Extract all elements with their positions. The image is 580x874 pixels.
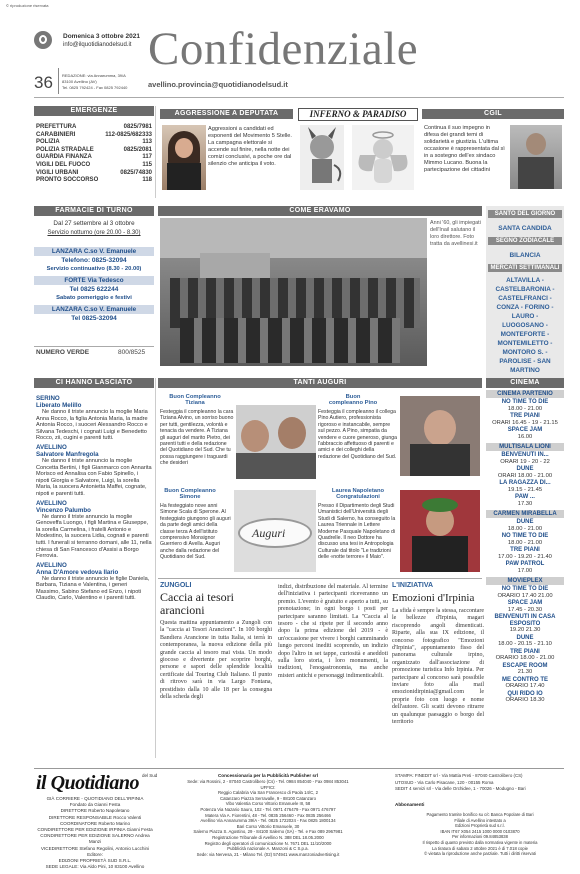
emergency-name: VIGILI URBANI (36, 169, 79, 176)
emergency-row (36, 177, 152, 185)
cgil-header: CGIL (422, 109, 564, 119)
film-times: 17.45 - 20.30 (507, 606, 543, 613)
zodiac-sign: BILANCIA (509, 252, 541, 259)
film-times: ORARIO 17.40 21.00 (497, 592, 553, 599)
film-times: 19.15 - 21.45 (507, 486, 543, 493)
stampa-line: STAMPA: FINEDIT srl - Via Mattia Preti - 87040 Castrolibero (CS) (395, 773, 523, 778)
masthead-divider (58, 68, 59, 94)
farmacie-rule (34, 346, 154, 347)
film-times: 17.00 (517, 567, 533, 574)
film-times: 18.00 - 20.15 - 21.10 (498, 641, 552, 648)
concessionaria-line: Reggio Calabria Via San Francesco di Paola 14/C, 2 (217, 790, 318, 796)
emergency-number: 115 (142, 161, 152, 168)
concessionaria-line: Bari Corso Vittorio Emanuele, 30 (236, 823, 300, 829)
film-title: ME CONTRO TE (502, 676, 548, 683)
film-title: TRE PIANI (510, 547, 540, 553)
come-eravamo-caption: Anni '60, gli impiegati dell'Inail salutano il loro direttore. Foto tratta da avellinesi.it (430, 220, 481, 247)
emergency-row (36, 170, 152, 178)
staff-line: EDIZIONI PROPRIETÀ SUD S.R.L. (58, 858, 132, 864)
film-title: DUNE (516, 466, 534, 472)
cinema-venue: MULTISALA LIONI (486, 443, 564, 451)
auguri-text-tiziana: Festeggia il compleanno la cara Tiziana Alvino, un sorriso buono per tutti, gentilezza, volontà e tenacia da vendere. A Tiziana gli auguri del marito Pietro, dei parenti tutti e della redazione del Quotidiano del Sud. Che tu possa raggiungere i traguardi che desideri (160, 409, 234, 467)
abbonamenti-line: Filiale di Avellino intestato a (454, 817, 506, 823)
obituary-town: SERINO (36, 395, 60, 402)
emergency-row (36, 154, 152, 162)
auguri-title-pino: Buon compleanno Pino (328, 394, 378, 406)
film-title: PAW PATROL (505, 561, 545, 567)
film-times: 18.00 - 21.00 (507, 539, 543, 546)
simone-cake-photo: Auguri (234, 490, 316, 572)
stampa-line: SEDIT 4 servizi srl - Via delle Orchidee, 1 - 70026 - Modugno - Bari (395, 786, 526, 791)
column-divider (155, 106, 156, 198)
film-title: QUI RIDO IO (507, 690, 543, 697)
film-title: PAW ... (515, 494, 535, 500)
laurea-photo (400, 490, 480, 572)
emergency-number: 112-0825/682333 (105, 131, 152, 138)
numero-verde-label: NUMERO VERDE (36, 349, 90, 356)
concessionaria-line: Sede: via Rossini, 2 - 87040 Castrolibero (Cs) - Tel. 0984 854040 - Fax 0984 853041 (187, 779, 349, 784)
concessionaria-line: Pubblicità nazionale A. Manzoni & C S.p.a. (227, 846, 309, 852)
obituary-name: Vincenzo Palumbo (36, 506, 91, 514)
zungoli-col1: Questa mattina appuntamento a Zungoli con la "caccia ai Tesori Arancioni". In 100 borghi Bandiera Arancione in tutta Italia, si terrà in contemporanea, la nuova edizione della più grande caccia al tesoro mai vista. Un modo giocoso e divertente per scoprire borghi, persone e sapori delle splendide località certificate dal Touring Club Italiano. Il punto di ritrovo sarà in via Largo Fontana, prestidisto dalla 10 alle 18 per la consegna della scheda degli (160, 620, 272, 701)
cinema-list (486, 389, 564, 704)
film-times: 18.00 - 21.00 (507, 405, 543, 412)
abbonamenti-line: Per informazioni 09.84853838 (452, 834, 508, 840)
zodiac-header: SEGNO ZODIACALE (488, 237, 562, 245)
aggressione-text: Aggressioni a candidati ed esponenti del Movimento 5 Stelle. La campagna elettorale si accende sul finire, nella notte dei comizi conclusivi, a poche ore dal silenzio che anticipa il voto. (208, 126, 292, 167)
film-title: NO TIME TO DIE (501, 586, 549, 592)
emergency-number: 0825/74830 (120, 169, 152, 176)
cgil-text: Continua il suo impegno in difesa dei grandi temi di solidarietà e giustizia. L'ultima occasione è rappresentata dal sì in a sostegno dell'ex sindaco Mimmo Lucano. Buona la partecipazione dei cittadini (424, 125, 505, 173)
masthead-address2: 83100 Avellino (AV) (62, 79, 97, 84)
film-times: 18.00 - 21.00 (507, 525, 543, 532)
film-times: 17.30 (517, 500, 533, 507)
film-times: 16.00 (517, 433, 533, 440)
emergency-number: 113 (142, 139, 152, 146)
auguri-header: TANTI AUGURI (158, 378, 482, 388)
pharmacy-phone: Tel 0825-32094 (71, 315, 117, 322)
concessionaria-line: Registro degli operatori di comunicazione N. 7671 DEL 11/10/2000 (204, 840, 332, 846)
concessionaria-title: Concessionaria per la Pubblicità Publisher srl (217, 773, 319, 778)
emergency-name: PREFETTURA (36, 124, 77, 130)
concessionaria-line: Potenza Via Nazario Sauro, 102 - Tel. 0971 476479 - Fax 0971 476797 (200, 806, 336, 812)
farmacie-service: Servizio notturno (ore 20.00 - 8.30) (47, 230, 141, 236)
column-divider (155, 378, 156, 758)
film-title: TRE PIANI (510, 413, 540, 419)
farmacie-list (34, 244, 154, 323)
article-rule (158, 578, 482, 579)
obituary-text: Ne danno il triste annuncio la moglie Genoveffa Luongo, i figli Martina e Giuseppe, la sorella Carmelina, i fratelli Antonio e Modestino, la suocera Lidia, cognati e parenti tutti. I funerali si terranno domani, alle 11, nella chiesa di San Francesco d'Assisi a Borgo Ferrovia. (36, 513, 152, 560)
staff-line: COORDINATORE Roberto Marino (59, 820, 131, 826)
historic-group-photo (160, 218, 427, 366)
concessionaria-line: Catanzaro Piazza Serravalle, 9 - 88100 Catanzaro (219, 795, 317, 801)
abbonamenti-line: IBAN IT67 X054 2415 1000 0000 0103870 (440, 828, 520, 834)
zungoli-headline: Caccia ai tesori arancioni (160, 590, 234, 617)
numero-verde: 800/8525 (118, 349, 146, 356)
film-times: ORARIO 18.00 - 21.00 (495, 655, 555, 662)
abbonamenti-line: Il rispetto di quanto previsto dalla normativa vigente in materia (422, 839, 538, 845)
emergency-row (36, 162, 152, 170)
pharmacy-note: Servizio continuativo (8.30 - 20.00) (46, 266, 142, 272)
iniziativa-kicker: L'INIZIATIVA (392, 582, 434, 589)
staff-line: DIRETTORE Roberto Napoletano (60, 808, 130, 814)
film-title: DUNE (516, 634, 534, 641)
film-times: ORARI 16.45 - 19 - 21.15 (492, 419, 558, 426)
obituary-town: AVELLINO (36, 499, 67, 507)
staff-line: Fondato da Gianni Festa (69, 802, 121, 808)
abbonamenti-line: © vietata la riproduzione anche parziale. Tutti i diritti riservati (424, 851, 536, 857)
staff-line: CONDIRETTORE PER EDIZIONE IRPINIA Gianni Festa (37, 827, 153, 833)
emergency-row (36, 147, 152, 155)
obituary-name: Liberato Melillo (36, 402, 82, 409)
page-title: Confidenziale (148, 23, 419, 75)
footer-logo: il Quotidiano (36, 772, 139, 794)
emergency-number: 0825/7981 (123, 124, 152, 130)
staff-line: DIRETTORE RESPONSABILE Rocco Valenti (48, 814, 142, 820)
emergency-name: VIGILI DEL FUOCO (36, 161, 91, 168)
staff-line: Editore: (87, 851, 103, 857)
auguri-title-tiziana: Buon Compleanno Tiziana (169, 394, 221, 406)
obituary-text: Ne danno il triste annuncio la moglie Concetta Bertini, i figli Gianmarco con Annarita Morisco ed Annalisa con Fabio Spinello, i nipoti Giorgia e Salvatore, Luigi, la sorella Maria, la suocera Antonietta Maffei, cognate, nipoti e parenti tutti. (36, 457, 152, 497)
pino-photo (400, 396, 480, 476)
cinema-venue: CINEMA PARTENIO (486, 390, 564, 398)
concessionaria-line: Matera Via A. Fiorentini, 48 - Tel. 0835 256460 - Fax 0835 256466 (205, 812, 331, 818)
stampa-line: UTOSUD - Via Carlo Pisacane, 120 - 00155 Roma (395, 779, 494, 785)
concessionaria-line: Vibo Valentia Corso Vittorio Emanuele III, 58 (225, 801, 311, 807)
concessionaria-line: UFFICI: (260, 784, 276, 790)
auguri-text-laurea: Presso il Dipartimento degli Studi Umanistici dell'Università degli Studi di Salerno, ha conseguito la Laurea Triennale in Lettere Moderne Pasquale Napoletano di Quadrelle. Il neo Dottore ha discusso una tesi in Antropologia Culturale dal titolo "Le tradizioni delle «notte terrore» il Maio". (318, 503, 396, 561)
staff-line: VICEDIRETTORE Stefano Regolini, Antonio Lucchini (40, 845, 150, 851)
footer-logo-sub: del Sud (142, 773, 158, 778)
pharmacy-name: LANZARA C.so V. Emanuele (34, 305, 154, 314)
film-title: LA RAGAZZA DI... (499, 480, 551, 486)
staff-line: SEDE LEGALE: Via Aldo Pini, 10 83100 Avellino (45, 864, 145, 870)
emergency-number: 118 (142, 177, 152, 184)
film-times: ORARI 19 - 20 - 22 (500, 458, 550, 465)
film-times: ORARIO 18.30 (505, 697, 545, 704)
emergenze-header: EMERGENZE (34, 106, 154, 116)
necrologi-list (36, 395, 152, 602)
film-times: ORARI 18.00 - 21.00 (497, 472, 553, 479)
pharmacy-name: LANZARA C.so V. Emanuele (34, 247, 154, 256)
film-title: NO TIME TO DIE (501, 533, 549, 539)
emergency-name: CARABINIERI (36, 131, 76, 138)
emergency-name: POLIZIA STRADALE (36, 146, 94, 153)
auguri-text-simone: Ha festeggiato nove anni Simone Scala di Sperone. Al festeggiato giungono gli auguri da parte degli amici della classe terza A dell'istituto comprensivo Monsignor Guerriero di Avella. Auguri anche dalla redazione del Quotidiano del Sud. (160, 503, 231, 561)
staff-line: CONDIRETTORE PER EDIZIONE SALERNO Andrea Manzi (40, 833, 150, 845)
auguri-title-simone: Buon Compleanno Simone (164, 488, 216, 500)
inferno-paradiso-header: INFERNO & PARADISO (298, 108, 418, 121)
masthead-address1: REDAZIONE: via Annarumma, 39/A (62, 73, 126, 78)
cgil-photo (510, 125, 562, 189)
concessionaria-line: Sede: via Nervesa, 21 - Milano Tel. (02) 574941 www.manzoniadvertising.it (196, 851, 340, 857)
obituary-town: AVELLINO (36, 443, 67, 451)
stampa-details (395, 773, 565, 793)
deputy-photo (162, 125, 206, 190)
masthead-phone: Tel. 0825 792424 - Fax 0825 792440 (62, 85, 128, 90)
santo-header: SANTO DEL GIORNO (488, 210, 562, 218)
film-title: SPACE JAM (507, 427, 543, 433)
film-title: DUNE (516, 519, 534, 525)
concessionaria-line: Avellino Via Annarumma 39/A - Tel. 0825 1722024 - Fax 0825 1800134 (200, 818, 336, 824)
concessionaria-details (168, 779, 368, 857)
cinema-venue: CARMEN MIRABELLA (486, 510, 564, 518)
abbonamenti-line: Edizioni Proprietà sud s.r.l. (455, 823, 505, 829)
emergency-name: GUARDIA FINANZA (36, 154, 92, 161)
auguri-text-pino: Festeggia il compleanno il collega Pino Autiero, professionista rigoroso e instancabile, sempre sul pezzo. A Pino, simpatia da vendere e cuore generoso, giunga l'abbraccio affettuoso di parenti e amici e dei colleghi della redazione del Quotidiano del Sud. (318, 409, 398, 460)
staff-line: GIÀ CORRIERE - QUOTIDIANO DELL'IRPINIA (46, 796, 144, 801)
obituary-text: Ne danno il triste annuncio le figlie Daniela, Barbara, Tiziana e Valentina, i generi Massimo, Sabino Stefano ed Enzo, i nipoti Claudio, Carlo, Valentino e i parenti tutti. (36, 575, 150, 602)
pharmacy-phone: Telefono: 0825-32094 (61, 257, 127, 264)
film-times: ORARIO 17.40 (505, 683, 545, 690)
santo-name: SANTA CANDIDA (498, 225, 552, 232)
abbonamenti-title: Abbonamenti (395, 802, 425, 807)
copyright-note: © riproduzione riservata (6, 3, 49, 8)
pharmacy-name: FORTE Via Tedesco (34, 276, 154, 285)
mercati-list: ALTAVILLA - CASTELBARONIA - CASTELFRANCI - CONZA - FORINO - LAURO - LUOGOSANO - MONTEFORTE - MONTEMILETTO - MONTORO S. - PAROLISE - SAN MARTINO (495, 277, 555, 374)
obituary-town: AVELLINO (36, 561, 67, 569)
iniziativa-headline: Emozioni d'Irpinia (392, 592, 475, 604)
emergency-row (36, 132, 152, 140)
tiziana-photo (236, 405, 316, 479)
mercati-header: MERCATI SETTIMANALI (488, 264, 562, 272)
zungoli-kicker: ZUNGOLI (160, 582, 192, 589)
abbonamenti-details (400, 812, 560, 857)
necrologi-header: CI HANNO LASCIATO (34, 378, 154, 388)
concessionaria-line: Salerno Piazza S. Agostino, 29 - 84100 Salerno (SA) - Tel. e Fax 089 2967981 (193, 829, 343, 835)
film-title: ESCAPE ROOM (502, 662, 548, 669)
abbonamenti-line: La tiratura di sabato 2 ottobre 2021 è di 7.018 copie (432, 845, 528, 851)
cinema-header: CINEMA (486, 378, 564, 388)
emergency-name: POLIZIA (36, 139, 60, 146)
obituary-name: Anna D'Amore vedova Ilario (36, 568, 119, 576)
auguri-title-laurea: Laurea Napoletano Congratulazioni (331, 488, 385, 500)
masthead-rule (34, 97, 564, 98)
film-times: 21.30 (517, 669, 533, 676)
emergency-number: 0825/2081 (123, 146, 152, 153)
devil-icon (300, 125, 344, 190)
masthead-email: info@ilquotidianodelsud.it (63, 42, 132, 48)
masthead-date: Domenica 3 ottobre 2021 (63, 33, 140, 40)
emergency-row (36, 124, 152, 132)
quotidiano-logo-icon (34, 31, 52, 49)
page-number: 36 (34, 73, 53, 92)
footer-staff (36, 796, 154, 870)
footer-rule (34, 768, 564, 769)
emergency-number: 117 (142, 154, 152, 161)
film-title: NO TIME TO DIE (501, 399, 549, 405)
aggressione-header: AGGRESSIONE A DEPUTATA (160, 109, 293, 119)
pharmacy-phone: Tel 0825 622244 (69, 286, 119, 293)
obituary-text: Ne danno il triste annuncio la moglie Maria Anna Rocco, la figlia Antonia Maria, la madre Antonia Rocco, i suoceri Alessandro Rocco e Silvana Tedeschi, i cognati Luigi e Benedetto Rocco, zii, cugini e parenti tutti. (36, 409, 148, 442)
zungoli-col2: indizi, distribuzione del materiale. Al termine dell'iniziativa i partecipanti riceveranno un premio. L'evento è gratuito e aperto a tutti, su prenotazione; in ogni borgo i posti per partecipare saranno limitati. La "Caccia al tesoro - che si ripete per il secondo anno dopo la prima edizione del 2019 - è un'occasione per vivere i borghi camminando lungo percorsi inediti scoprendo, un indizio dopo l'altro in set tappe, curiosità e aneddoti sulla loro storia, i loro monumenti, la tradizioni, l'enogastronomia, ma anche misteri antichi e personaggi indimenticabili. (278, 584, 388, 679)
farmacie-period: Dal 27 settembre al 3 ottobre (53, 220, 135, 227)
emergency-row (36, 139, 152, 147)
film-times: 17.00 - 19.20 - 21.40 (498, 553, 552, 560)
obituary-name: Salvatore Manfregola (36, 450, 99, 458)
emergency-name: PRONTO SOCCORSO (36, 177, 99, 184)
film-title: BENVENUTI IN... (501, 452, 549, 458)
abbonamenti-line: Pagamento tramite bonifico su c/c Banca Popolare di Bari (426, 812, 534, 817)
film-times: 19.20 21.30 (509, 627, 541, 634)
masthead-contact-email[interactable]: avellino.provincia@quotidianodelsud.it (148, 80, 288, 89)
cinema-venue: MOVIEPLEX (486, 577, 564, 585)
angel-icon (352, 125, 414, 190)
film-title: SPACE JAM (507, 600, 543, 606)
iniziativa-text: La sfida è sempre la stessa, raccontare le bellezze d'Irpinia, magari riscoprendo angoli dimenticati. Riparte, alla sua IX edizione, il concorso fotografico "Emozioni d'Irpinia", appuntamento fisso del panorama culturale irpino, organizzato dall'associazione di promozione turistica Info Irpinia. Per partecipare al concorso sarà possibile inviare foto alla mail emozionidirpinia@gmail.com le proprie foto con luogo e nome dell'autore. Gli scatti devono ritrarre un qualunque paesaggio o borgo del territorio (392, 608, 484, 726)
pharmacy-note: Sabato pomeriggio e festivi (56, 295, 132, 301)
come-eravamo-header: COME ERAVAMO (158, 206, 482, 216)
farmacie-header: FARMACIE DI TURNO (34, 206, 154, 216)
film-title: BENVENUTI IN CASA ESPOSITO (494, 614, 556, 627)
emergenze-list (36, 124, 152, 185)
film-title: TRE PIANI (510, 648, 540, 655)
concessionaria-line: Registrazione Tribunale di Avellino N. 388 DEL 18.05.2000 (212, 834, 324, 840)
